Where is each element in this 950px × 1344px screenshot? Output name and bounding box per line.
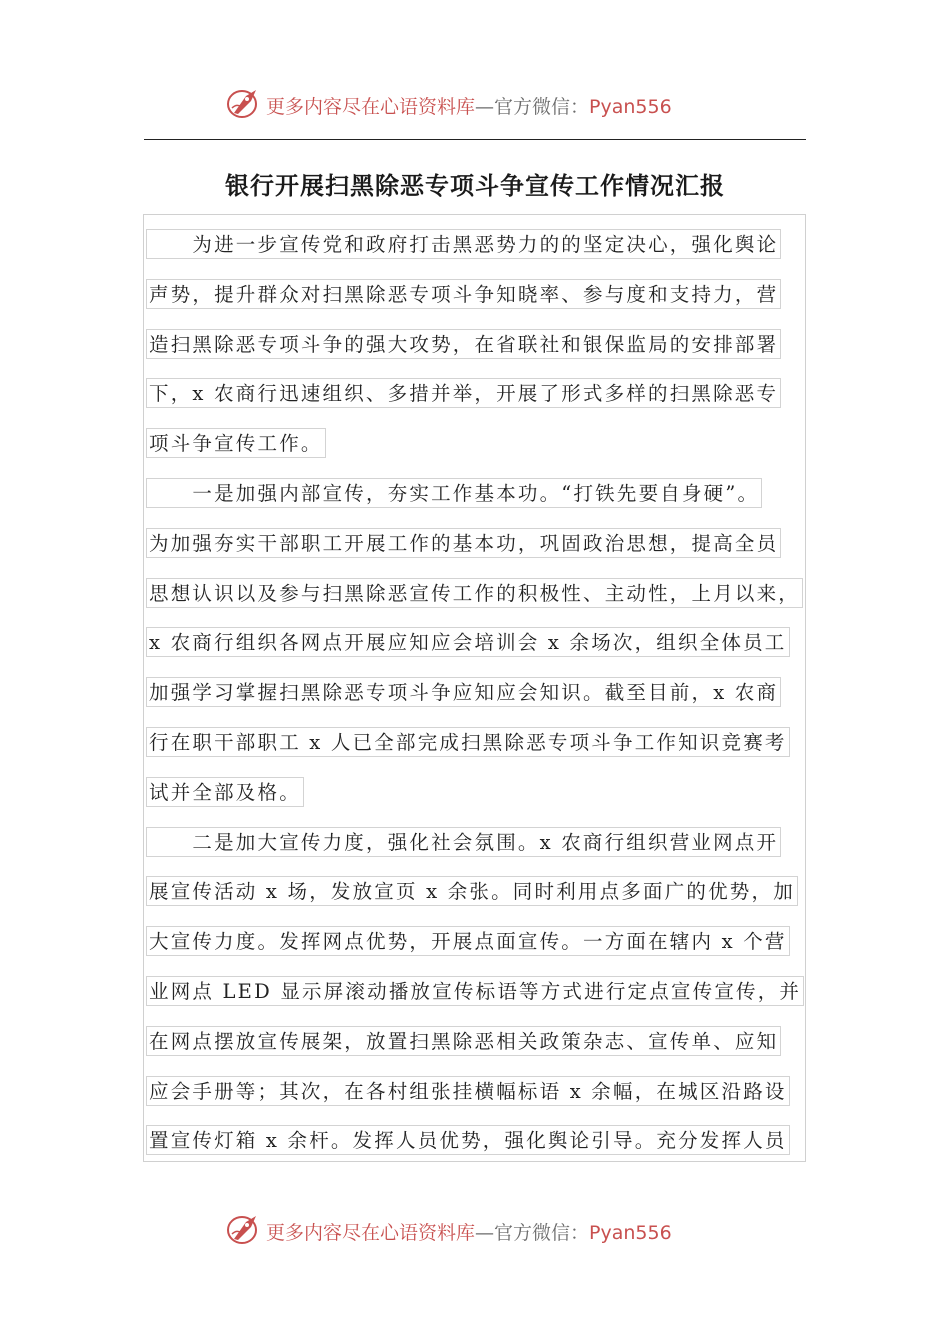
pen-nib-logo-icon [226, 1212, 262, 1246]
banner-text [266, 1218, 672, 1245]
body-line: 为进一步宣传党和政府打击黑恶势力的的坚定决心，强化舆论 [146, 229, 781, 259]
body-line: 大宣传力度。发挥网点优势，开展点面宣传。一方面在辖内 x 个营 [146, 926, 790, 956]
body-line: 声势，提升群众对扫黑除恶专项斗争知晓率、参与度和支持力，营 [146, 279, 781, 309]
body-line: 项斗争宣传工作。 [146, 428, 326, 458]
banner-wechat-label: —官方微信： [475, 96, 590, 118]
body-line: 应会手册等；其次，在各村组张挂横幅标语 x 余幅，在城区沿路设 [146, 1076, 790, 1106]
banner-wechat-label: —官方微信： [475, 1222, 590, 1244]
footer-banner [0, 1210, 950, 1250]
body-line: 试并全部及格。 [146, 777, 304, 807]
document-title: 银行开展扫黑除恶专项斗争宣传工作情况汇报 [225, 172, 725, 200]
banner-wechat-handle: Pyan556 [589, 96, 672, 118]
header-divider [144, 139, 806, 140]
banner-text [266, 92, 672, 119]
body-line: 在网点摆放宣传展架，放置扫黑除恶相关政策杂志、宣传单、应知 [146, 1026, 781, 1056]
body-line: x 农商行组织各网点开展应知应会培训会 x 余场次，组织全体员工 [146, 627, 790, 657]
body-line: 下，x 农商行迅速组织、多措并举，开展了形式多样的扫黑除恶专 [146, 378, 781, 408]
body-line: 造扫黑除恶专项斗争的强大攻势，在省联社和银保监局的安排部署 [146, 329, 781, 359]
banner-site-name: 更多内容尽在心语资料库 [266, 1222, 476, 1244]
body-line: 二是加大宣传力度，强化社会氛围。x 农商行组织营业网点开 [146, 827, 781, 857]
body-line: 行在职干部职工 x 人已全部完成扫黑除恶专项斗争工作知识竞赛考 [146, 727, 790, 757]
body-line: 思想认识以及参与扫黑除恶宣传工作的积极性、主动性，上月以来， [146, 578, 803, 608]
banner-wechat-handle: Pyan556 [589, 1222, 672, 1244]
body-line: 一是加强内部宣传，夯实工作基本功。“打铁先要自身硬”。 [146, 478, 762, 508]
body-line: 置宣传灯箱 x 余杆。发挥人员优势，强化舆论引导。充分发挥人员 [146, 1125, 790, 1155]
body-line: 加强学习掌握扫黑除恶专项斗争应知应会知识。截至目前，x 农商 [146, 677, 781, 707]
body-line: 展宣传活动 x 场，发放宣页 x 余张。同时利用点多面广的优势，加 [146, 876, 798, 906]
header-banner [0, 84, 950, 124]
body-line: 为加强夯实干部职工开展工作的基本功，巩固政治思想，提高全员 [146, 528, 781, 558]
pen-nib-logo-icon [226, 86, 262, 120]
body-line: 业网点 LED 显示屏滚动播放宣传标语等方式进行定点宣传宣传，并 [146, 976, 804, 1006]
banner-site-name: 更多内容尽在心语资料库 [266, 96, 476, 118]
